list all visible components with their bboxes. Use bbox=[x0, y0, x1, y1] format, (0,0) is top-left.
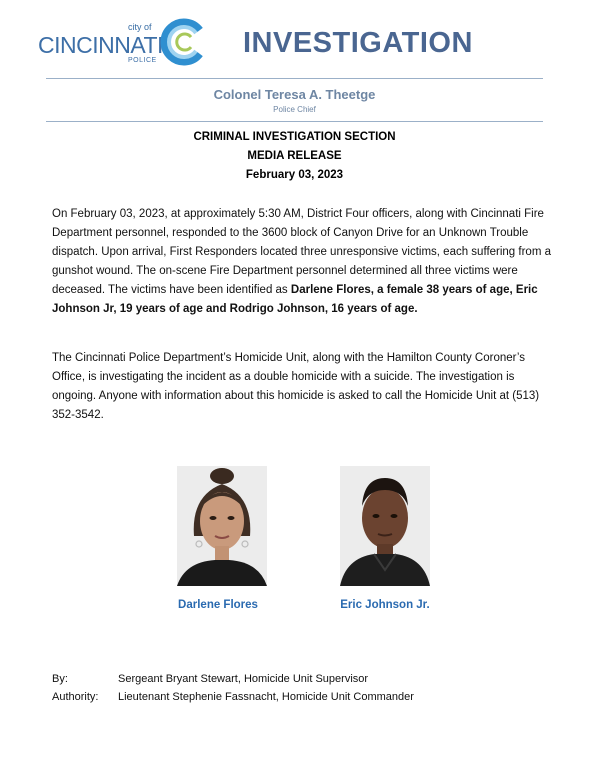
logo-city-of-text: city of bbox=[128, 22, 152, 32]
authority-label: Authority: bbox=[52, 691, 99, 703]
page-title: INVESTIGATION bbox=[243, 27, 473, 59]
release-type: MEDIA RELEASE bbox=[247, 150, 342, 162]
portrait-image-1 bbox=[177, 466, 267, 586]
chief-title: Police Chief bbox=[273, 105, 316, 114]
by-value: Sergeant Bryant Stewart, Homicide Unit Supervisor bbox=[118, 673, 369, 685]
logo-city-name: CINCINNATI bbox=[38, 32, 163, 58]
logo-police-text: POLICE bbox=[128, 57, 157, 64]
photo-darlene-flores bbox=[177, 466, 267, 586]
release-date: February 03, 2023 bbox=[245, 169, 344, 181]
body-paragraph-1-text: On February 03, 2023, at approximately 5:30 AM, District Four officers, along with Cincinnati Fire Department personnel, responded to the 3600 block of Canyon Drive for an Unknown Trouble dispatch. Upon arrival, First Responders located three unresponsive victims, each suffering from a gunshot wound. The on-scene Fire Department personnel determined all three victims were deceased. The victims have been identified as bbox=[52, 208, 551, 296]
portrait-image-2 bbox=[340, 466, 430, 586]
by-label: By: bbox=[52, 673, 68, 685]
photo-eric-johnson-jr bbox=[340, 466, 430, 586]
chief-divider bbox=[46, 121, 543, 122]
victims-identified-text: Darlene Flores, a female 38 years of age, Eric Johnson Jr, 19 years of age and Rodrigo Johnson, 16 years of age. bbox=[52, 284, 538, 315]
body-paragraph-2: The Cincinnati Police Department’s Homicide Unit, along with the Hamilton County Coroner’s Office, is investigating the incident as a double homicide with a suicide. The investigation is ongoing. Anyone with information about this homicide is asked to call the Homicide Unit at (513) 352-3542. bbox=[52, 352, 540, 421]
authority-value: Lieutenant Stephenie Fassnacht, Homicide Unit Commander bbox=[118, 691, 414, 703]
header-divider bbox=[46, 78, 543, 79]
photo-caption-eric-johnson-jr: Eric Johnson Jr. bbox=[340, 599, 430, 611]
photo-caption-darlene-flores: Darlene Flores bbox=[178, 599, 258, 611]
cincinnati-c-logo-icon bbox=[160, 18, 208, 66]
chief-name: Colonel Teresa A. Theetge bbox=[213, 87, 376, 102]
body-paragraph-1 bbox=[52, 205, 557, 319]
section-heading: CRIMINAL INVESTIGATION SECTION bbox=[193, 131, 396, 143]
